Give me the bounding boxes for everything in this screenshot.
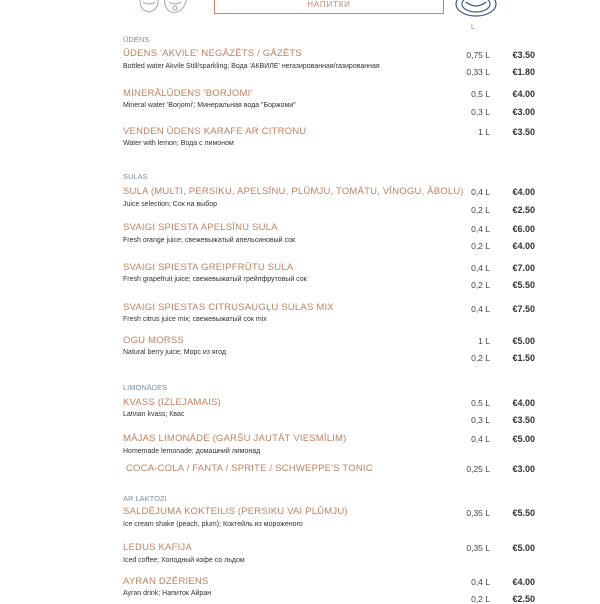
item-price: €5.00 [512,434,535,444]
item-description: Ayran drink; Напиток Айран [123,590,212,597]
page-title: НАПИТКИ [307,0,351,9]
item-price: €1.80 [512,67,535,77]
item-description: Fresh grapefruit juice; свежевыжатый грейпфрутовый сок [123,276,307,283]
item-volume: 0,4 L [471,434,490,444]
item-description: Fresh orange juice; свежевыжатый апельсиновый сок [123,237,296,244]
teapot-illustration [135,0,193,18]
item-description: Juice selection; Сок на выбор [123,201,218,208]
item-price: €4.00 [512,577,535,587]
section-with-lactose: AR LAKTOZI [123,494,167,503]
item-price: €3.00 [512,464,535,474]
item-volume: 1 L [478,127,490,137]
item-name: MĀJAS LIMONĀDE (GARŠU JAUTĀT VIESMĪLIM) [123,433,347,444]
item-name: COCA-COLA / FANTA / SPRITE / SCHWEPPE'S TONIC [126,463,373,474]
item-name: ŪDENS 'AKVILE' NEGĀZĒTS / GĀZĒTS [123,48,302,59]
item-price: €5.00 [512,336,535,346]
item-volume: 0,75 L [466,50,490,60]
item-volume: 0,5 L [471,89,490,99]
item-name: OGU MORSS [123,335,184,346]
item-name: SULA (MULTI, PERSIKU, APELSĪNU, PLŪMJU, TOMĀTU, VĪNOGU, ĀBOLU) [123,186,464,197]
item-name: SVAIGI SPIESTA GREIPFRŪTU SULA [123,262,294,273]
item-volume: 0,35 L [466,543,490,553]
item-volume: 0,4 L [471,304,490,314]
item-volume: 0,3 L [471,107,490,117]
item-price: €7.50 [512,304,535,314]
item-description: Ice cream shake (peach, plum); Коктейль из мороженого [123,521,303,528]
section-juices: SULAS [123,172,148,181]
item-price: €5.00 [512,543,535,553]
item-price: €2.50 [512,594,535,604]
item-price: €3.50 [512,127,535,137]
item-name: SVAIGI SPIESTA APELSĪNU SULA [123,222,278,233]
item-description: Mineral water 'Borjomi'; Минеральная вода "Боржоми" [123,102,296,109]
item-volume: 0,2 L [471,241,490,251]
item-price: €2.50 [512,205,535,215]
item-price: €3.50 [512,50,535,60]
bowl-illustration [450,0,502,22]
item-volume: 0,3 L [471,415,490,425]
item-name: AYRAN DZĒRIENS [123,576,209,587]
item-name: SVAIGI SPIESTAS CITRUSAUGĻU SULAS MIX [123,302,334,313]
item-description: Iced coffee; Холодный кофе со льдом [123,557,245,564]
item-volume: 0,2 L [471,594,490,604]
item-volume: 0,35 L [466,508,490,518]
item-description: Latvian kvass; Квас [123,411,185,418]
item-volume: 0,33 L [466,67,490,77]
item-volume: 0,25 L [466,464,490,474]
section-lemonades: LIMONĀDES [123,383,168,392]
item-price: €5.50 [512,508,535,518]
item-volume: 0,5 L [471,398,490,408]
item-volume: 1 L [478,336,490,346]
item-price: €4.00 [512,241,535,251]
item-volume: 0,4 L [471,224,490,234]
unit-label: L [471,24,475,31]
item-volume: 0,2 L [471,205,490,215]
item-name: MINERĀLŪDENS 'BORJOMI' [123,88,253,99]
item-price: €4.00 [512,398,535,408]
item-price: €3.00 [512,107,535,117]
item-price: €3.50 [512,415,535,425]
item-description: Natural berry juice; Морс из ягод [123,349,226,356]
item-price: €6.00 [512,224,535,234]
item-price: €5.50 [512,280,535,290]
item-name: SALDĒJUMA KOKTEILIS (PERSIKU VAI PLŪMJU) [123,506,348,517]
item-volume: 0,4 L [471,187,490,197]
item-volume: 0,2 L [471,353,490,363]
item-price: €1.50 [512,353,535,363]
item-price: €4.00 [512,187,535,197]
section-water: ŪDENS [123,35,150,44]
item-description: Fresh citrus juice mix; свежевыжатый сок mix [123,316,267,323]
item-description: Water with lemon; Вода с лимоном [123,140,234,147]
item-name: KVASS (IZLEJAMAIS) [123,397,221,408]
item-price: €4.00 [512,89,535,99]
item-volume: 0,2 L [471,280,490,290]
item-volume: 0,4 L [471,263,490,273]
item-description: Homemade lemonade; домашний лимонад [123,448,261,455]
item-name: VENDEN ŪDENS KARAFE AR CITRONU [123,126,307,137]
item-name: LEDUS KAFIJA [123,542,192,553]
item-volume: 0,4 L [471,577,490,587]
item-price: €7.00 [512,263,535,273]
item-description: Bottled water Akvile Still/sparkling; Вода 'АКВИЛЕ' негазированная/газированная [123,63,380,70]
